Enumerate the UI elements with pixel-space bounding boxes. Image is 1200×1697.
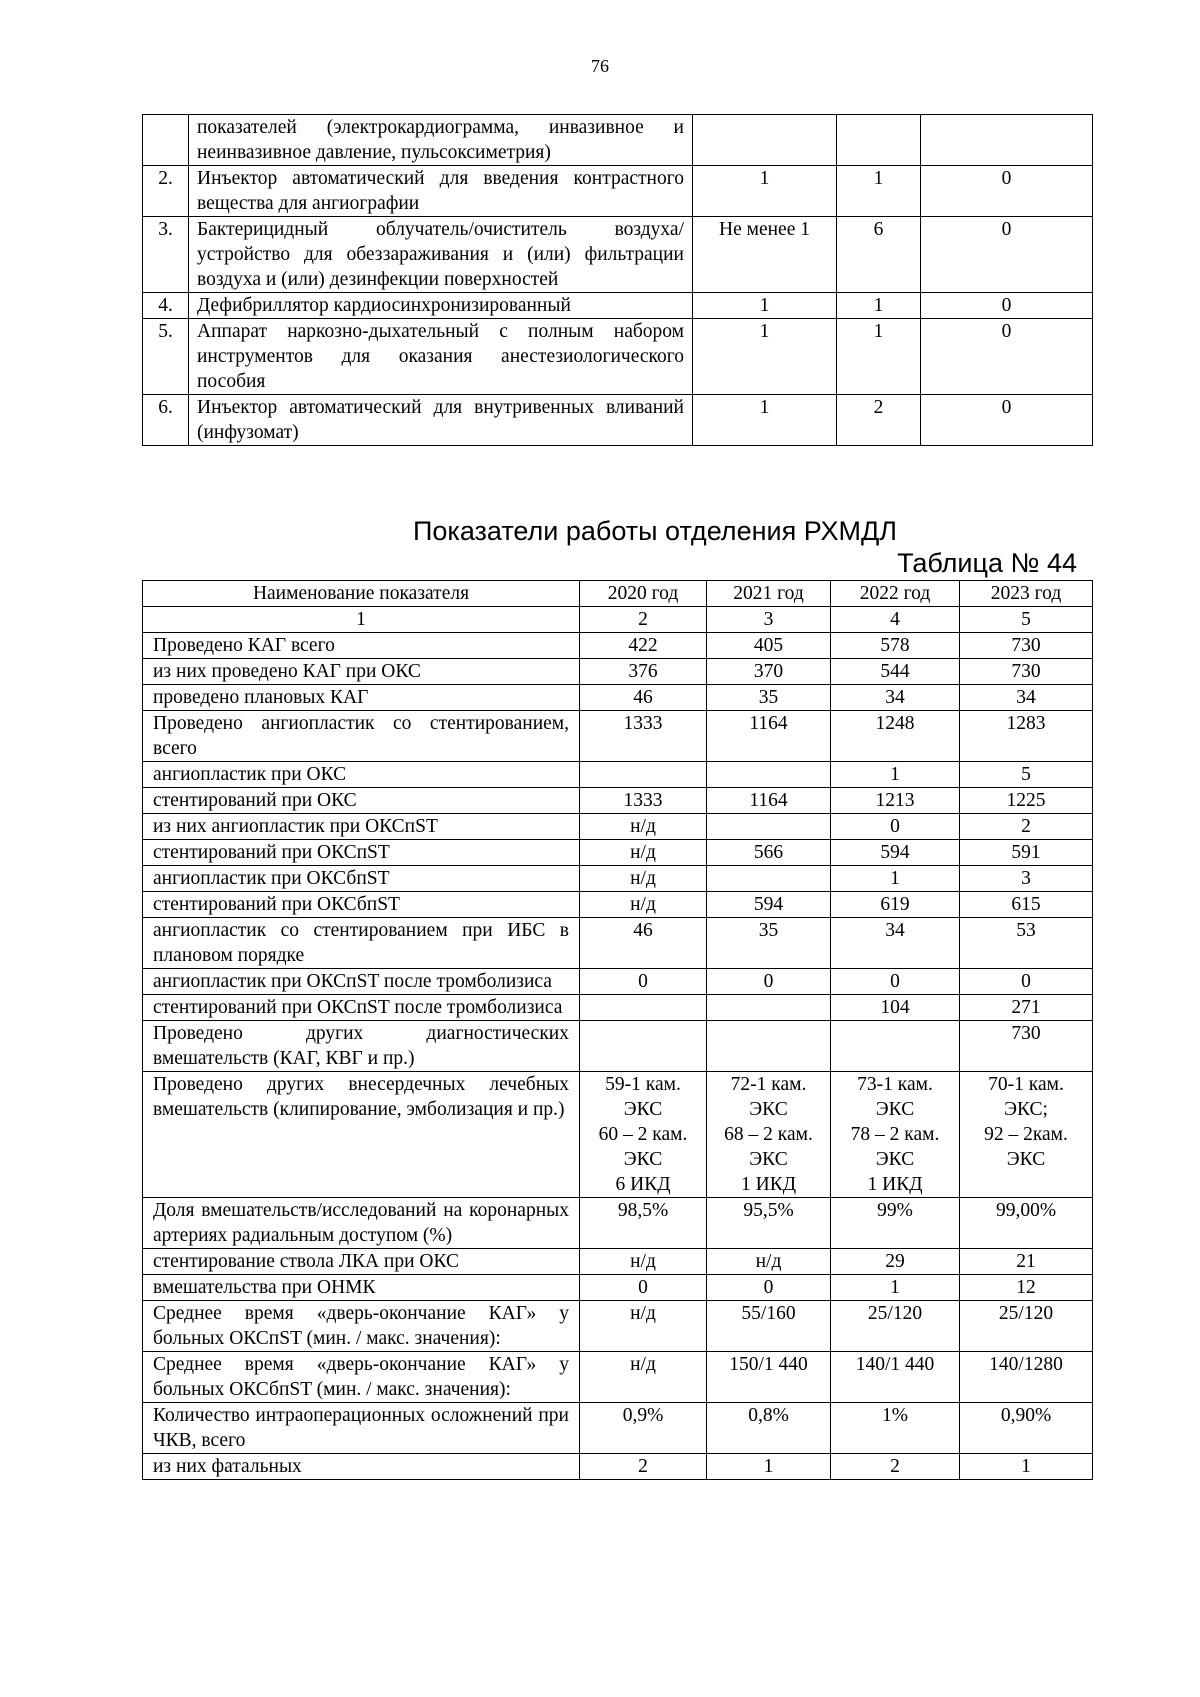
value-2021-cell: [707, 995, 831, 1021]
value-2020-cell: н/д: [580, 1301, 707, 1352]
value-2020-cell: н/д: [580, 866, 707, 892]
value-2022-cell: 0: [831, 969, 960, 995]
required-count-cell: 1: [693, 319, 837, 395]
value-2022-cell: 2: [831, 1454, 960, 1480]
value-2022-cell: 29: [831, 1249, 960, 1275]
indicator-name-cell: стентирований при ОКС: [143, 788, 580, 814]
value-2020-cell: н/д: [580, 1352, 707, 1403]
indicator-row: [143, 711, 1093, 762]
value-2021-cell: 150/1 440: [707, 1352, 831, 1403]
value-2020-cell: н/д: [580, 814, 707, 840]
value-2021-cell: 0,8%: [707, 1403, 831, 1454]
value-2020-cell: 0,9%: [580, 1403, 707, 1454]
indicator-row: [143, 633, 1093, 659]
value-2022-cell: 1: [831, 866, 960, 892]
value-2023-cell: 1283: [960, 711, 1093, 762]
column-number-cell: 1: [143, 607, 580, 633]
value-2023-cell: 5: [960, 762, 1093, 788]
indicator-row: [143, 1403, 1093, 1454]
value-2023-cell: 271: [960, 995, 1093, 1021]
indicator-name-cell: ангиопластик при ОКСбпST: [143, 866, 580, 892]
row-number-cell: [143, 115, 189, 166]
value-2023-cell: 730: [960, 1021, 1093, 1072]
value-2020-cell: н/д: [580, 840, 707, 866]
indicator-name-cell: ангиопластик при ОКС: [143, 762, 580, 788]
value-2023-cell: 730: [960, 633, 1093, 659]
value-2021-cell: [707, 1021, 831, 1072]
equipment-row: [143, 293, 1093, 319]
indicator-row: [143, 1454, 1093, 1480]
value-2020-cell: н/д: [580, 1249, 707, 1275]
page-number: 76: [591, 56, 609, 76]
value-2022-cell: 99%: [831, 1198, 960, 1249]
value-2021-cell: 370: [707, 659, 831, 685]
value-2023-cell: 34: [960, 685, 1093, 711]
value-2022-cell: 594: [831, 840, 960, 866]
value-2023-cell: 12: [960, 1275, 1093, 1301]
value-2023-cell: 3: [960, 866, 1093, 892]
indicator-row: [143, 762, 1093, 788]
indicator-row: [143, 659, 1093, 685]
indicator-name-cell: из них проведено КАГ при ОКС: [143, 659, 580, 685]
value-2022-cell: 0: [831, 814, 960, 840]
value-2022-cell: 34: [831, 685, 960, 711]
indicator-row: [143, 840, 1093, 866]
value-2022-cell: 578: [831, 633, 960, 659]
indicator-row: [143, 788, 1093, 814]
indicator-name-cell: ангиопластик со стентированием при ИБС в плановом порядке: [143, 918, 580, 969]
indicator-name-cell: Проведено КАГ всего: [143, 633, 580, 659]
indicator-name-cell: Проведено других внесердечных лечебных вмешательств (клипирование, эмболизация и пр.): [143, 1072, 580, 1198]
value-2021-cell: [707, 866, 831, 892]
actual-count-cell: 1: [837, 166, 921, 217]
value-2021-cell: 1164: [707, 711, 831, 762]
deficit-cell: 0: [921, 395, 1093, 446]
value-2022-cell: 1: [831, 1275, 960, 1301]
value-2023-cell: 99,00%: [960, 1198, 1093, 1249]
value-2021-cell: [707, 814, 831, 840]
value-2020-cell: н/д: [580, 892, 707, 918]
required-count-cell: 1: [693, 395, 837, 446]
column-number-cell: 3: [707, 607, 831, 633]
indicator-name-cell: ангиопластик при ОКСпST после тромболизиса: [143, 969, 580, 995]
column-number-cell: 2: [580, 607, 707, 633]
value-2023-cell: 70-1 кам. ЭКС; 92 – 2кам. ЭКС: [960, 1072, 1093, 1198]
value-2020-cell: 46: [580, 685, 707, 711]
indicator-row: [143, 1275, 1093, 1301]
equipment-row: [143, 115, 1093, 166]
row-number-cell: 6.: [143, 395, 189, 446]
indicator-row: [143, 1249, 1093, 1275]
value-2020-cell: 0: [580, 1275, 707, 1301]
value-2021-cell: н/д: [707, 1249, 831, 1275]
value-2021-cell: [707, 762, 831, 788]
column-number-cell: 5: [960, 607, 1093, 633]
value-2021-cell: 72-1 кам. ЭКС 68 – 2 кам. ЭКС 1 ИКД: [707, 1072, 831, 1198]
deficit-cell: 0: [921, 319, 1093, 395]
value-2021-cell: 566: [707, 840, 831, 866]
indicator-row: [143, 918, 1093, 969]
indicator-name-cell: из них ангиопластик при ОКСпST: [143, 814, 580, 840]
indicator-name-cell: стентирование ствола ЛКА при ОКС: [143, 1249, 580, 1275]
header-cell: 2022 год: [831, 581, 960, 607]
deficit-cell: [921, 115, 1093, 166]
indicator-name-cell: стентирований при ОКСпST после тромболизиса: [143, 995, 580, 1021]
indicator-name-cell: Среднее время «дверь-окончание КАГ» у больных ОКСбпST (мин. / макс. значения):: [143, 1352, 580, 1403]
equipment-table: [142, 114, 1093, 446]
required-count-cell: [693, 115, 837, 166]
value-2020-cell: 1333: [580, 711, 707, 762]
value-2020-cell: 422: [580, 633, 707, 659]
equipment-row: [143, 395, 1093, 446]
indicator-row: [143, 1198, 1093, 1249]
indicator-row: [143, 1021, 1093, 1072]
value-2020-cell: [580, 762, 707, 788]
value-2022-cell: 25/120: [831, 1301, 960, 1352]
value-2021-cell: 0: [707, 969, 831, 995]
value-2022-cell: 104: [831, 995, 960, 1021]
actual-count-cell: 6: [837, 217, 921, 293]
value-2022-cell: 34: [831, 918, 960, 969]
value-2020-cell: 46: [580, 918, 707, 969]
value-2022-cell: 1: [831, 762, 960, 788]
actual-count-cell: 1: [837, 293, 921, 319]
deficit-cell: 0: [921, 166, 1093, 217]
indicator-name-cell: стентирований при ОКСбпST: [143, 892, 580, 918]
value-2021-cell: 1164: [707, 788, 831, 814]
value-2022-cell: 1%: [831, 1403, 960, 1454]
indicator-name-cell: Количество интраоперационных осложнений при ЧКВ, всего: [143, 1403, 580, 1454]
value-2022-cell: 1248: [831, 711, 960, 762]
indicator-row: [143, 892, 1093, 918]
column-number-cell: 4: [831, 607, 960, 633]
indicator-row: [143, 995, 1093, 1021]
value-2020-cell: 0: [580, 969, 707, 995]
value-2021-cell: 35: [707, 918, 831, 969]
value-2023-cell: 2: [960, 814, 1093, 840]
equipment-row: [143, 217, 1093, 293]
deficit-cell: 0: [921, 293, 1093, 319]
indicator-name-cell: стентирований при ОКСпST: [143, 840, 580, 866]
header-cell: 2023 год: [960, 581, 1093, 607]
value-2020-cell: [580, 1021, 707, 1072]
equipment-name-cell: Инъектор автоматический для внутривенных вливаний (инфузомат): [189, 395, 693, 446]
required-count-cell: 1: [693, 293, 837, 319]
indicator-row: [143, 1352, 1093, 1403]
value-2022-cell: [831, 1021, 960, 1072]
value-2023-cell: 591: [960, 840, 1093, 866]
value-2023-cell: 730: [960, 659, 1093, 685]
indicator-name-cell: проведено плановых КАГ: [143, 685, 580, 711]
equipment-name-cell: Аппарат наркозно-дыхательный с полным набором инструментов для оказания анестезиологического пособия: [189, 319, 693, 395]
header-cell: 2020 год: [580, 581, 707, 607]
row-number-cell: 5.: [143, 319, 189, 395]
section-title: Показатели работы отделения РХМДЛ: [412, 516, 897, 546]
value-2023-cell: 25/120: [960, 1301, 1093, 1352]
indicators-header-row: [143, 581, 1093, 607]
required-count-cell: Не менее 1: [693, 217, 837, 293]
value-2022-cell: 1213: [831, 788, 960, 814]
equipment-row: [143, 319, 1093, 395]
value-2022-cell: 619: [831, 892, 960, 918]
value-2023-cell: 53: [960, 918, 1093, 969]
header-cell: 2021 год: [707, 581, 831, 607]
value-2021-cell: 0: [707, 1275, 831, 1301]
value-2020-cell: 1333: [580, 788, 707, 814]
value-2020-cell: 59-1 кам. ЭКС 60 – 2 кам. ЭКС 6 ИКД: [580, 1072, 707, 1198]
actual-count-cell: 2: [837, 395, 921, 446]
indicator-row: [143, 685, 1093, 711]
column-number-row: [143, 607, 1093, 633]
indicator-row: [143, 866, 1093, 892]
actual-count-cell: [837, 115, 921, 166]
value-2021-cell: 35: [707, 685, 831, 711]
equipment-name-cell: Бактерицидный облучатель/очиститель воздуха/устройство для обеззараживания и (или) фильтрации воздуха и (или) дезинфекции поверхностей: [189, 217, 693, 293]
required-count-cell: 1: [693, 166, 837, 217]
header-cell: Наименование показателя: [143, 581, 580, 607]
equipment-name-cell: Дефибриллятор кардиосинхронизированный: [189, 293, 693, 319]
value-2020-cell: 2: [580, 1454, 707, 1480]
deficit-cell: 0: [921, 217, 1093, 293]
value-2022-cell: 73-1 кам. ЭКС 78 – 2 кам. ЭКС 1 ИКД: [831, 1072, 960, 1198]
indicator-name-cell: Среднее время «дверь-окончание КАГ» у больных ОКСпST (мин. / макс. значения):: [143, 1301, 580, 1352]
value-2023-cell: 615: [960, 892, 1093, 918]
value-2021-cell: 405: [707, 633, 831, 659]
row-number-cell: 2.: [143, 166, 189, 217]
value-2021-cell: 95,5%: [707, 1198, 831, 1249]
value-2023-cell: 0: [960, 969, 1093, 995]
value-2021-cell: 1: [707, 1454, 831, 1480]
row-number-cell: 4.: [143, 293, 189, 319]
value-2023-cell: 0,90%: [960, 1403, 1093, 1454]
value-2020-cell: 98,5%: [580, 1198, 707, 1249]
value-2023-cell: 1: [960, 1454, 1093, 1480]
indicator-row: [143, 1301, 1093, 1352]
indicator-row: [143, 1072, 1093, 1198]
indicator-name-cell: вмешательства при ОНМК: [143, 1275, 580, 1301]
indicators-table: [142, 580, 1093, 1480]
value-2021-cell: 55/160: [707, 1301, 831, 1352]
equipment-name-cell: показателей (электрокардиограмма, инвазивное и неинвазивное давление, пульсоксиметрия): [189, 115, 693, 166]
value-2020-cell: [580, 995, 707, 1021]
value-2022-cell: 544: [831, 659, 960, 685]
equipment-row: [143, 166, 1093, 217]
value-2022-cell: 140/1 440: [831, 1352, 960, 1403]
indicator-row: [143, 969, 1093, 995]
equipment-name-cell: Инъектор автоматический для введения контрастного вещества для ангиографии: [189, 166, 693, 217]
indicator-row: [143, 814, 1093, 840]
table-number: Таблица № 44: [897, 548, 1077, 578]
value-2021-cell: 594: [707, 892, 831, 918]
indicator-name-cell: Проведено других диагностических вмешательств (КАГ, КВГ и пр.): [143, 1021, 580, 1072]
row-number-cell: 3.: [143, 217, 189, 293]
indicator-name-cell: Доля вмешательств/исследований на коронарных артериях радиальным доступом (%): [143, 1198, 580, 1249]
actual-count-cell: 1: [837, 319, 921, 395]
value-2020-cell: 376: [580, 659, 707, 685]
value-2023-cell: 140/1280: [960, 1352, 1093, 1403]
value-2023-cell: 1225: [960, 788, 1093, 814]
indicator-name-cell: из них фатальных: [143, 1454, 580, 1480]
value-2023-cell: 21: [960, 1249, 1093, 1275]
indicator-name-cell: Проведено ангиопластик со стентированием, всего: [143, 711, 580, 762]
